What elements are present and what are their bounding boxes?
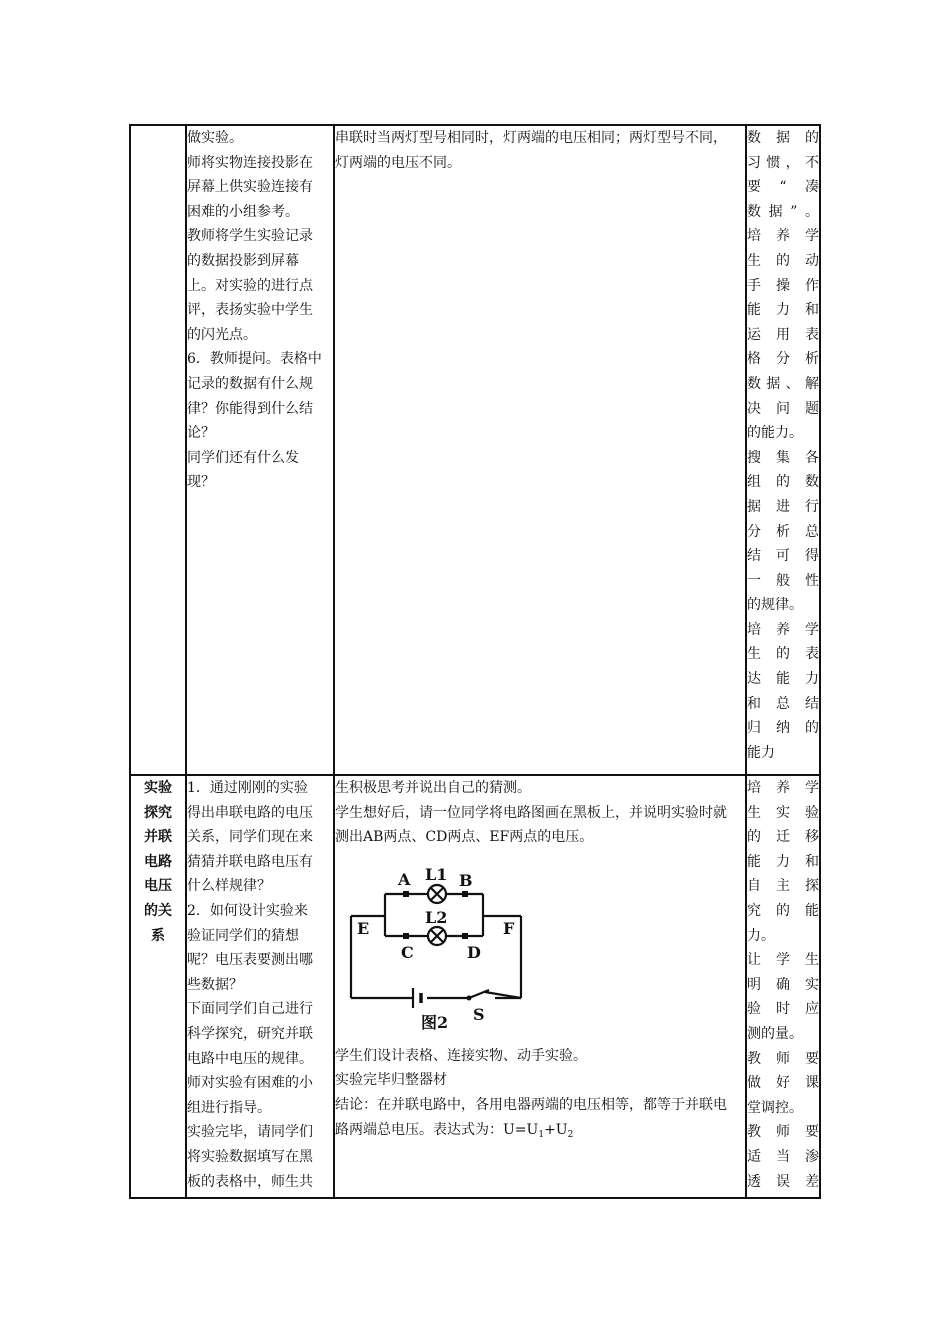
text-line: 评，表扬实验中学生	[187, 302, 313, 319]
text-line: 教师要	[747, 1050, 819, 1067]
text-line: 现？	[187, 474, 215, 491]
text-line: 灯两端的电压不同。	[335, 154, 461, 171]
text-line: 上。对实验的进行点	[187, 277, 313, 294]
stage-label: 的关	[144, 902, 172, 919]
stage-cell	[130, 775, 186, 1198]
label-d: D	[467, 942, 481, 962]
text-line: 分析总	[747, 523, 819, 540]
text-line: 能力和	[747, 853, 819, 870]
text-line: 生积极思考并说出自己的猜测。	[335, 780, 531, 796]
table-row	[130, 775, 820, 1198]
text-line: 结论：在并联电路中，各用电器两端的电压相等，都等于并联电	[335, 1096, 727, 1113]
text-line: 将实验数据填写在黑	[187, 1148, 313, 1165]
text-line: 电路中电压的规律。	[187, 1050, 313, 1067]
text-line: 透误差	[747, 1173, 819, 1190]
label-l1: L1	[425, 864, 448, 884]
stage-cell	[130, 125, 186, 775]
subscript: 2	[567, 1129, 574, 1140]
text-line: 手操作	[747, 277, 819, 294]
text-line: 1．通过刚刚的实验	[187, 780, 308, 796]
teacher-activity-cell	[186, 775, 334, 1198]
label-e: E	[357, 918, 370, 938]
text-line: 2．如何设计实验来	[187, 902, 308, 919]
text-span: +U	[544, 1121, 568, 1138]
text-line: 得出串联电路的电压	[187, 804, 313, 821]
text-line: 运用表	[747, 326, 819, 343]
text-line: 要“凑	[747, 179, 819, 196]
text-line: 的迁移	[747, 829, 819, 846]
stage-label: 探究	[144, 804, 172, 821]
text-line: 关系，同学们现在来	[187, 829, 313, 846]
text-line: 培养学	[747, 621, 819, 638]
text-line: 搜集各	[747, 449, 819, 466]
text-line: 记录的数据有什么规	[187, 375, 313, 392]
teacher-activity-cell	[186, 125, 334, 775]
stage-label: 系	[151, 927, 165, 944]
text-line: 串联时当两灯型号相同时，灯两端的电压相同；两灯型号不同，	[335, 130, 727, 146]
lesson-plan-table	[129, 124, 821, 1199]
text-line: 力。	[747, 927, 775, 944]
text-line: 明确实	[747, 976, 819, 993]
text-line: 学生想好后，请一位同学将电路图画在黑板上，并说明实验时就	[335, 804, 727, 821]
text-line: 实验完毕，请同学们	[187, 1124, 313, 1141]
text-line: 数据”。	[747, 203, 819, 220]
text-line: 呢？电压表要测出哪	[187, 952, 313, 969]
text-line: 组进行指导。	[187, 1099, 271, 1116]
text-span: 路两端总电压。表达式为：U=U	[335, 1121, 539, 1138]
text-line: 教师要	[747, 1124, 819, 1141]
label-l2: L2	[425, 907, 448, 927]
text-line: 困难的小组参考。	[187, 203, 299, 220]
text-line: 做好课	[747, 1075, 819, 1092]
text-line: 培养学	[747, 228, 819, 245]
text-line: 实验完毕归整器材	[335, 1072, 447, 1089]
label-b: B	[459, 870, 473, 890]
stage-label: 实验	[144, 780, 172, 796]
table-row	[130, 125, 820, 775]
text-line: 结可得	[747, 548, 819, 565]
text-line: 律？你能得到什么结	[187, 400, 313, 417]
text-line: 生实验	[747, 804, 819, 821]
text-line: 适当渗	[747, 1148, 819, 1165]
subscript: 1	[538, 1129, 545, 1140]
text-line: 论？	[187, 425, 215, 442]
text-line: 的闪光点。	[187, 326, 257, 343]
text-line: 究的能	[747, 902, 819, 919]
text-line: 些数据？	[187, 976, 243, 993]
text-line: 据进行	[747, 498, 819, 515]
text-line: 板的表格中，师生共	[187, 1173, 313, 1190]
text-line: 数据的	[747, 130, 819, 146]
student-activity-cell	[334, 775, 746, 1198]
text-line: 一般性	[747, 572, 819, 589]
text-line: 科学探究，研究并联	[187, 1025, 313, 1042]
text-line: 师对实验有困难的小	[187, 1075, 313, 1092]
text-line: 的数据投影到屏幕	[187, 252, 299, 269]
figure-caption: 图2	[421, 1012, 449, 1032]
stage-label: 电压	[144, 878, 172, 895]
text-line: 屏幕上供实验连接有	[187, 179, 313, 196]
text-line: 师将实物连接投影在	[187, 154, 313, 171]
text-line: 什么样规律？	[187, 878, 271, 895]
label-f: F	[503, 918, 515, 938]
text-line: 的规律。	[747, 597, 803, 614]
text-line: 让学生	[747, 952, 819, 969]
text-line: 同学们还有什么发	[187, 449, 299, 466]
text-line: 下面同学们自己进行	[187, 1001, 313, 1018]
text-line: 组的数	[747, 474, 819, 491]
text-line: 达能力	[747, 671, 819, 688]
text-line: 自主探	[747, 878, 819, 895]
label-s: S	[473, 1004, 485, 1024]
label-c: C	[401, 942, 414, 962]
text-line: 的能力。	[747, 425, 803, 442]
text-line: 学生们设计表格、连接实物、动手实验。	[335, 1047, 587, 1064]
parallel-circuit-diagram	[343, 860, 543, 1032]
text-line: 归纳的	[747, 720, 819, 737]
text-line: 能力和	[747, 302, 819, 319]
text-line: 习惯，不	[747, 154, 819, 171]
text-line: 测出AB两点、CD两点、EF两点的电压。	[335, 829, 594, 846]
text-line: 验时应	[747, 1001, 819, 1018]
text-line: 测的量。	[747, 1025, 803, 1042]
text-line: 格分析	[747, 351, 819, 368]
formula-line	[335, 1118, 745, 1148]
label-a: A	[398, 869, 411, 889]
stage-label: 并联	[144, 829, 172, 846]
text-line: 和总结	[747, 695, 819, 712]
text-line: 堂调控。	[747, 1099, 803, 1116]
text-line: 生的动	[747, 252, 819, 269]
text-line: 培养学	[747, 780, 819, 796]
text-line: 验证同学们的猜想	[187, 927, 299, 944]
student-activity-cell	[334, 125, 746, 775]
design-intent-cell	[746, 125, 820, 775]
stage-label: 电路	[144, 853, 172, 870]
text-line: 数据、解	[747, 375, 819, 392]
text-line: 教师将学生实验记录	[187, 228, 313, 245]
text-line: 做实验。	[187, 130, 243, 146]
text-line: 决问题	[747, 400, 819, 417]
design-intent-cell	[746, 775, 820, 1198]
text-line: 猜猜并联电路电压有	[187, 853, 313, 870]
text-line: 能力	[747, 744, 775, 761]
text-line: 6．教师提问。表格中	[187, 351, 322, 368]
text-line: 生的表	[747, 646, 819, 663]
